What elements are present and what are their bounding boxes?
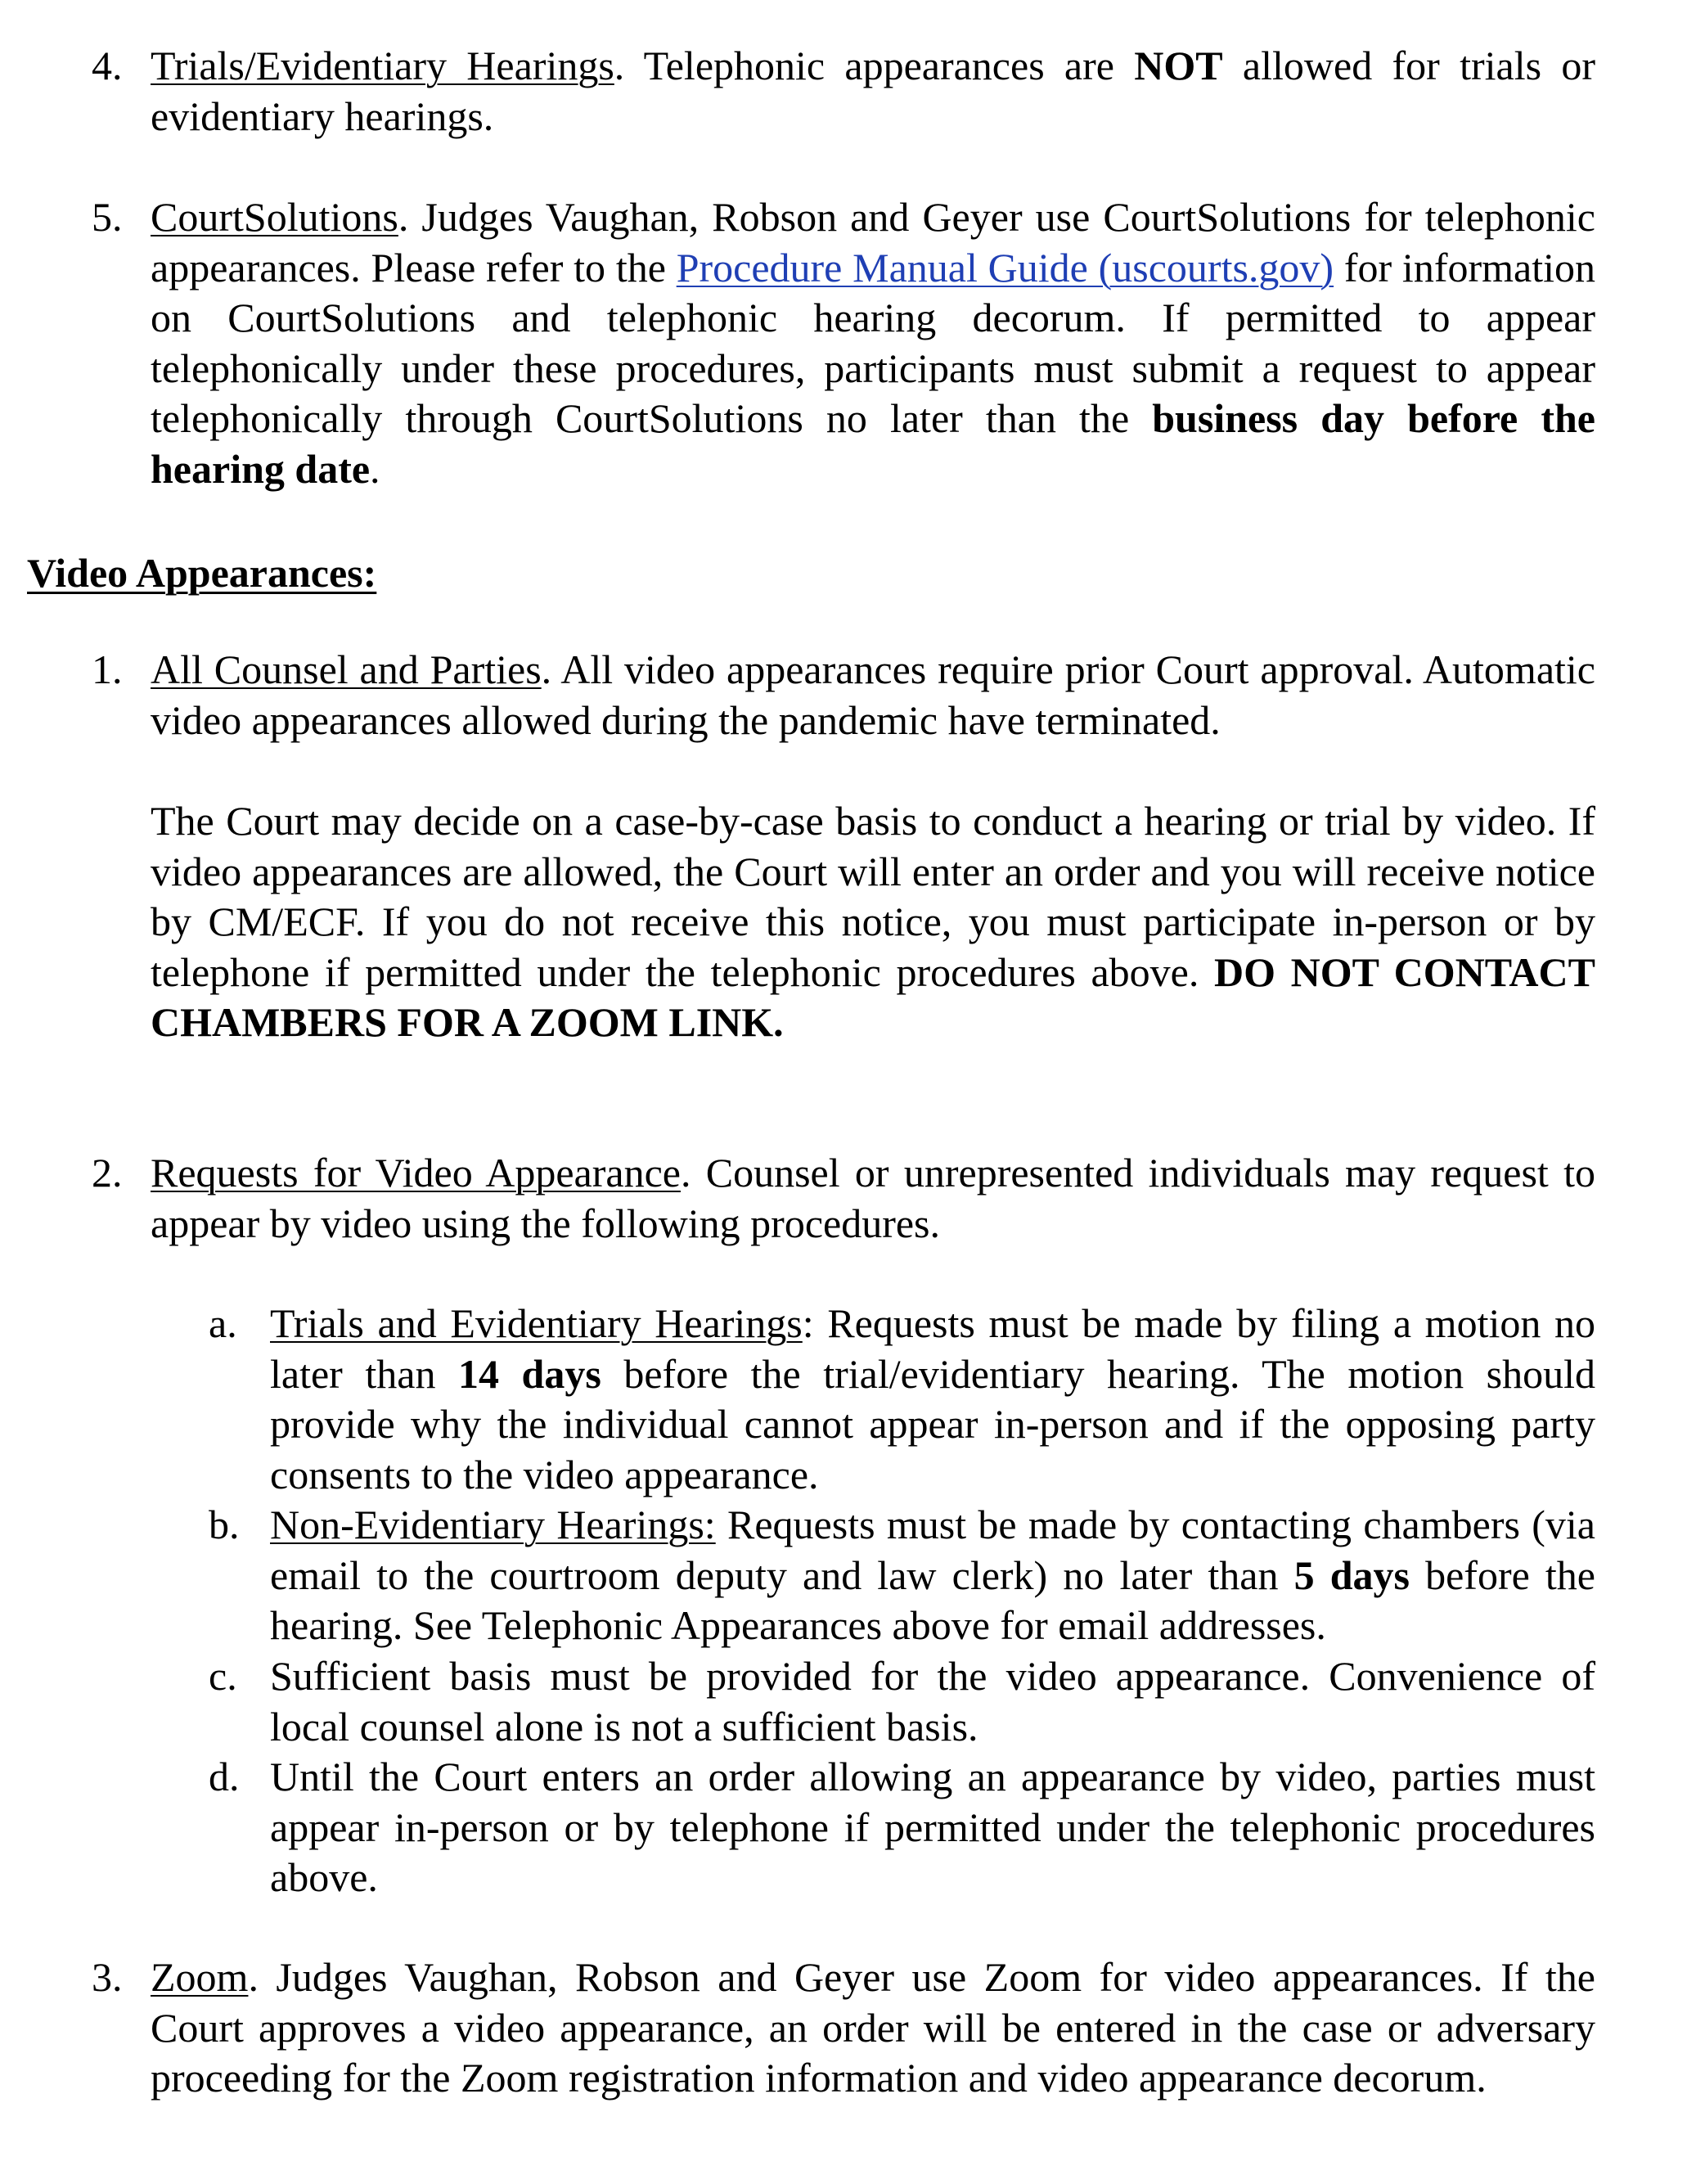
subitem-body: [270, 1299, 1595, 1500]
emphasis-5-days: 5 days: [1293, 1551, 1410, 1598]
item-text: allowed for trials or evidentiary hearings.: [151, 43, 1595, 139]
subitem-letter: c.: [209, 1653, 237, 1699]
subitem-title: Trials and Evidentiary Hearings: [270, 1300, 803, 1346]
emphasis-no-zoom-link: DO NOT CONTACT CHAMBERS FOR A ZOOM LINK.: [151, 948, 1595, 1045]
item-title: All Counsel and Parties: [151, 646, 542, 692]
emphasis-14-days: 14 days: [458, 1350, 601, 1397]
item-number: 1.: [92, 646, 123, 692]
item-number: 4.: [92, 43, 123, 88]
procedure-manual-link[interactable]: Procedure Manual Guide (uscourts.gov): [676, 244, 1334, 290]
item-number: 3.: [92, 1954, 123, 2000]
item-text: . All video appearances require prior Court approval. Automatic video appearances allowed during the pandemic have terminated.: [151, 646, 1595, 743]
item-body: [151, 1952, 1595, 2104]
subitem-letter: d.: [209, 1754, 240, 1799]
video-item-1: [92, 645, 1595, 745]
item-body: [151, 192, 1595, 494]
subitem-text: : Requests must be made by filing a motion no later than: [270, 1300, 1595, 1397]
subitem-text: before the hearing. See Telephonic Appearances above for email addresses.: [270, 1551, 1595, 1648]
video-subitem-a: [209, 1299, 1595, 1500]
subitem-text: Requests must be made by contacting chambers (via email to the courtroom deputy and law clerk) no later than: [270, 1502, 1595, 1598]
item-title: Requests for Video Appearance: [151, 1150, 681, 1196]
item-title: CourtSolutions: [151, 194, 398, 240]
video-subitem-c: [209, 1651, 1595, 1752]
item-number: 5.: [92, 194, 123, 240]
item-text: .: [370, 445, 380, 492]
subitem-text: before the trial/evidentiary hearing. The motion should provide why the individual cannot appear in-person and if the opposing party consents to the video appearance.: [270, 1350, 1595, 1497]
item-text: . Judges Vaughan, Robson and Geyer use CourtSolutions for telephonic appearances. Please refer to the: [151, 194, 1595, 290]
item-body: [151, 645, 1595, 745]
item-number: 2.: [92, 1150, 123, 1196]
emphasis-not: NOT: [1134, 43, 1223, 88]
subitem-letter: b.: [209, 1502, 240, 1547]
video-item-2: [92, 1148, 1595, 1249]
item-body: [151, 41, 1595, 142]
telephonic-item-5: [92, 192, 1595, 494]
item-title: Zoom: [151, 1954, 249, 2000]
paragraph-text: The Court may decide on a case-by-case basis to conduct a hearing or trial by video. If video appearances are allowed, the Court will enter an order and you will receive notice by CM/ECF. If you do not receive this notice, you must participate in-person or by telephone if permitted under the telephonic procedures above.: [151, 798, 1595, 995]
subitem-letter: a.: [209, 1300, 237, 1346]
item-body: [151, 1148, 1595, 1249]
item-text: for information on CourtSolutions and telephonic hearing decorum. If permitted to appear telephonically under these procedures, participants must submit a request to appear telephonically through CourtSolutions no later than the: [151, 244, 1595, 441]
video-appearances-heading: Video Appearances:: [27, 550, 377, 596]
item-text: . Judges Vaughan, Robson and Geyer use Zoom for video appearances. If the Court approves a video appearance, an order will be entered in the case or adversary proceeding for the Zoom registration information and video appearance decorum.: [151, 1954, 1595, 2101]
subitem-body: Until the Court enters an order allowing an appearance by video, parties must appear in-person or by telephone if permitted under the telephonic procedures above.: [270, 1754, 1595, 1900]
video-subitem-d: [209, 1752, 1595, 1903]
video-item-1-paragraph: [151, 796, 1595, 1048]
video-item-3: [92, 1952, 1595, 2104]
subitem-body: [270, 1500, 1595, 1651]
subitem-title: Non-Evidentiary Hearings:: [270, 1502, 716, 1547]
video-subitem-b: [209, 1500, 1595, 1651]
item-text: . Counsel or unrepresented individuals may request to appear by video using the following procedures.: [151, 1150, 1595, 1246]
emphasis-deadline: business day before the hearing date: [151, 395, 1595, 492]
item-title: Trials/Evidentiary Hearings: [151, 43, 614, 88]
telephonic-item-4: [92, 41, 1595, 142]
subitem-body: Sufficient basis must be provided for the video appearance. Convenience of local counsel alone is not a sufficient basis.: [270, 1653, 1595, 1749]
item-text: . Telephonic appearances are: [614, 43, 1135, 88]
